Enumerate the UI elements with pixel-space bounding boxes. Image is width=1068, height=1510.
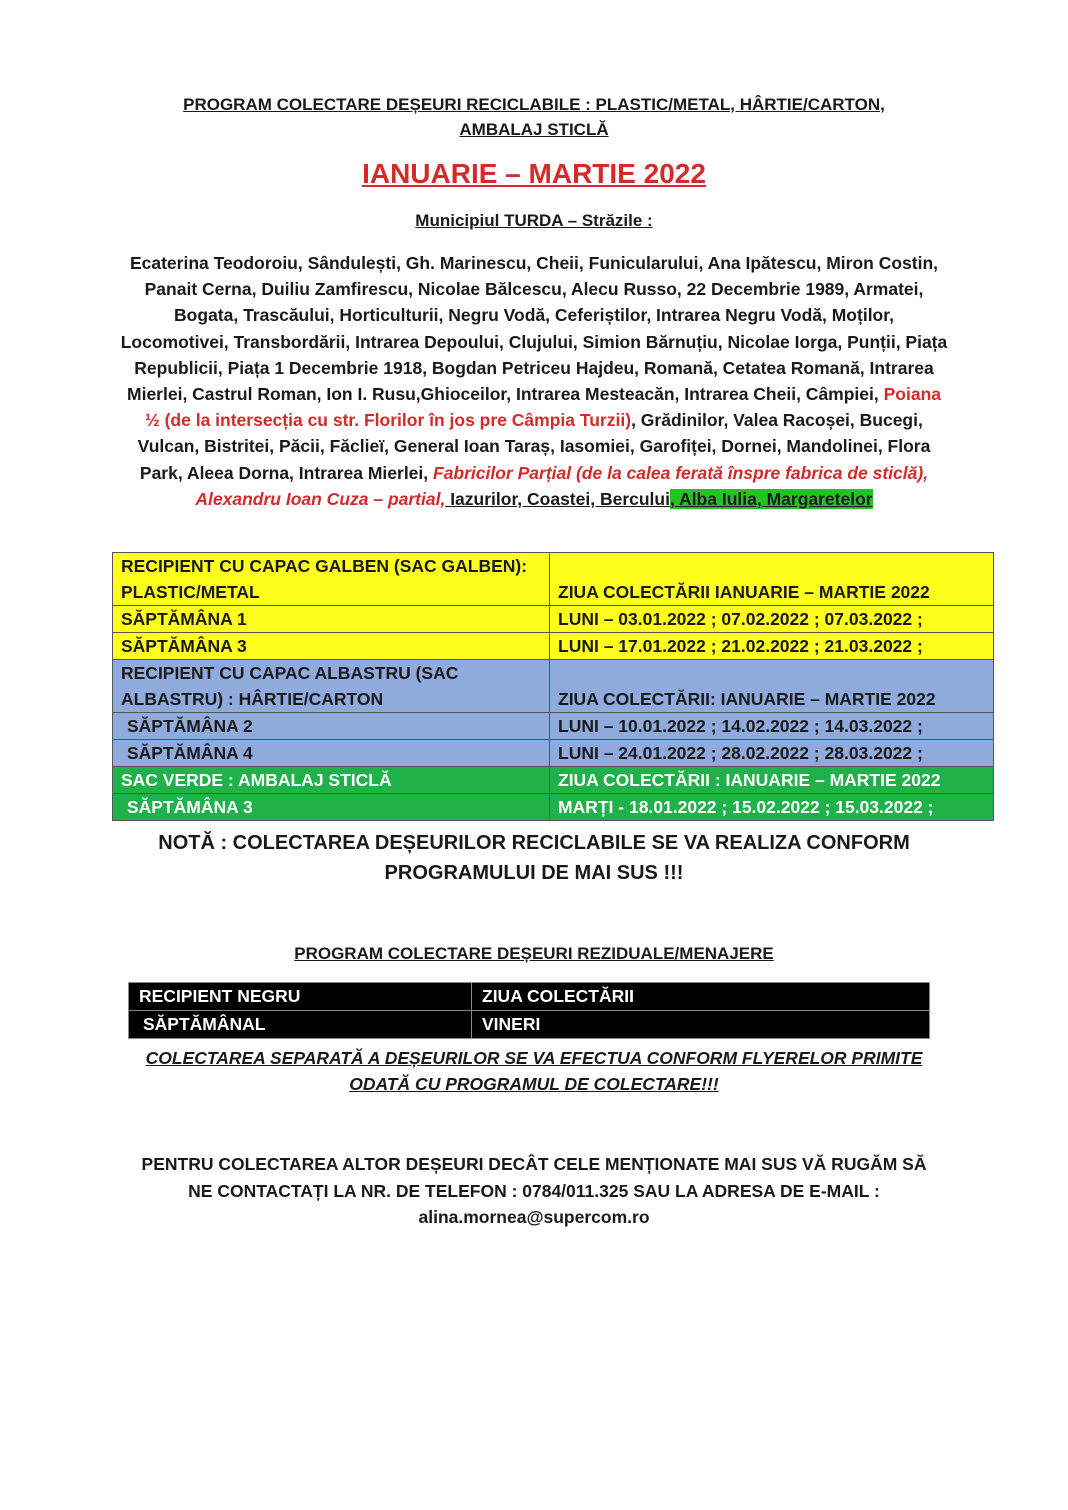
table-row xyxy=(113,633,994,660)
yellow-title-line-1: RECIPIENT CU CAPAC GALBEN (SAC GALBEN): xyxy=(121,556,528,576)
table-row xyxy=(113,794,994,821)
residual-cell: ZIUA COLECTĂRII xyxy=(472,983,930,1011)
table-row xyxy=(113,606,994,633)
blue-bin-title xyxy=(113,660,550,713)
table-row xyxy=(113,767,994,794)
separate-note-line-2: ODATĂ CU PROGRAMUL DE COLECTARE!!! xyxy=(349,1074,719,1094)
contact-info xyxy=(0,1151,1068,1231)
note-line-2: PROGRAMULUI DE MAI SUS !!! xyxy=(384,862,684,884)
blue-week-2: SĂPTĂMÂNA 2 xyxy=(113,713,550,740)
blue-week-4: SĂPTĂMÂNA 4 xyxy=(113,740,550,767)
yellow-header-cell: ZIUA COLECTĂRII IANUARIE – MARTIE 2022 xyxy=(550,553,994,606)
streets-red-fabricilor: Fabricilor Parțial (de la calea ferată înspre fabrica de sticlă), Alexandru Ioan Cuza – partial, xyxy=(195,462,929,509)
streets-part-3: Iazurilor, Coastei, Bercului xyxy=(445,488,670,509)
residual-cell: VINERI xyxy=(472,1011,930,1039)
yellow-week-1: SĂPTĂMÂNA 1 xyxy=(113,606,550,633)
table-row xyxy=(129,983,930,1011)
residual-program-title: PROGRAM COLECTARE DEȘEURI REZIDUALE/MENAJERE xyxy=(294,944,774,963)
blue-title-line-1: RECIPIENT CU CAPAC ALBASTRU (SAC xyxy=(121,663,459,683)
blue-dates-2: LUNI – 10.01.2022 ; 14.02.2022 ; 14.03.2022 ; xyxy=(550,713,994,740)
street-list xyxy=(120,250,948,512)
document-title xyxy=(110,92,958,142)
contact-line-2: NE CONTACTAȚI LA NR. DE TELEFON : 0784/011.325 SAU LA ADRESA DE E-MAIL : xyxy=(188,1180,880,1201)
recycling-note xyxy=(0,828,1068,888)
separate-collection-note xyxy=(0,1045,1068,1097)
streets-green-highlight: , Alba Iulia, Margaretelor xyxy=(669,488,873,509)
blue-header-cell: ZIUA COLECTĂRII: IANUARIE – MARTIE 2022 xyxy=(550,660,994,713)
municipality-heading: Municipiul TURDA – Străzile : xyxy=(415,211,653,230)
table-row xyxy=(113,713,994,740)
blue-dates-4: LUNI – 24.01.2022 ; 28.02.2022 ; 28.03.2022 ; xyxy=(550,740,994,767)
table-row xyxy=(113,740,994,767)
yellow-bin-title xyxy=(113,553,550,606)
recycle-schedule-table xyxy=(112,552,994,821)
residual-cell: RECIPIENT NEGRU xyxy=(129,983,472,1011)
yellow-week-3: SĂPTĂMÂNA 3 xyxy=(113,633,550,660)
streets-red-poiana: Poiana ½ (de la intersecția cu str. Florilor în jos pre Câmpia Turzii) xyxy=(145,384,941,431)
separate-note-line-1: COLECTAREA SEPARATĂ A DEȘEURILOR SE VA EFECTUA CONFORM FLYERELOR PRIMITE xyxy=(145,1048,923,1068)
green-dates-3: MARȚI - 18.01.2022 ; 15.02.2022 ; 15.03.2022 ; xyxy=(550,794,994,821)
streets-part-2: , Grădinilor, Valea Racoșei, Bucegi, Vulcan, Bistritei, Păcii, Făclieї, General Ioan Taraș, Iasomiei, Garofiței, Dornei, Mandolinei, Flora Park, Aleea Dorna, Intrarea Mierlei, xyxy=(137,410,931,483)
contact-line-1: PENTRU COLECTAREA ALTOR DEȘEURI DECÂT CELE MENȚIONATE MAI SUS VĂ RUGĂM SĂ xyxy=(141,1154,927,1174)
table-row xyxy=(113,660,994,713)
yellow-dates-1: LUNI – 03.01.2022 ; 07.02.2022 ; 07.03.2022 ; xyxy=(550,606,994,633)
green-header-cell: ZIUA COLECTĂRII : IANUARIE – MARTIE 2022 xyxy=(550,767,994,794)
period-heading: IANUARIE – MARTIE 2022 xyxy=(362,158,706,189)
green-bag-title: SAC VERDE : AMBALAJ STICLĂ xyxy=(113,767,550,794)
title-line-1: PROGRAM COLECTARE DEȘEURI RECICLABILE : PLASTIC/METAL, HÂRTIE/CARTON, xyxy=(183,95,885,114)
table-row xyxy=(129,1011,930,1039)
contact-email: alina.mornea@supercom.ro xyxy=(418,1207,650,1227)
green-week-3: SĂPTĂMÂNA 3 xyxy=(113,794,550,821)
yellow-title-line-2: PLASTIC/METAL xyxy=(121,582,260,602)
table-row xyxy=(113,553,994,606)
blue-title-line-2: ALBASTRU) : HÂRTIE/CARTON xyxy=(121,689,384,709)
residual-cell: SĂPTĂMÂNAL xyxy=(129,1011,472,1039)
streets-part-1: Ecaterina Teodoroiu, Sândulești, Gh. Marinescu, Cheii, Funicularului, Ana Ipătescu, Miron Costin, Panait Cerna, Duiliu Zamfirescu, Nicolae Bălcescu, Alecu Russo, 22 Decembrie 1989, Armatei, Bogata, Trascăului, Horticulturii, Negru Vodă, Ceferiștilor, Intrarea Negru Vodă, Moților, Locomotivei, Transbordării, Intrarea Depoului, Clujului, Simion Bărnuțiu, Nicolae Iorga, Punții, Piața Republicii, Piața 1 Decembrie 1918, Bogdan Petriceu Hajdeu, Romană, Cetatea Romană, Intrarea Mierlei, Castrul Roman, Ion I. Rusu,Ghioceilor, Intrarea Mesteacăn, Intrarea Cheii, Câmpiei, xyxy=(120,253,948,405)
title-line-2: AMBALAJ STICLĂ xyxy=(459,120,609,139)
yellow-dates-3: LUNI – 17.01.2022 ; 21.02.2022 ; 21.03.2022 ; xyxy=(550,633,994,660)
note-line-1: NOTĂ : COLECTAREA DEȘEURILOR RECICLABILE SE VA REALIZA CONFORM xyxy=(158,832,910,854)
residual-schedule-table xyxy=(128,982,930,1039)
